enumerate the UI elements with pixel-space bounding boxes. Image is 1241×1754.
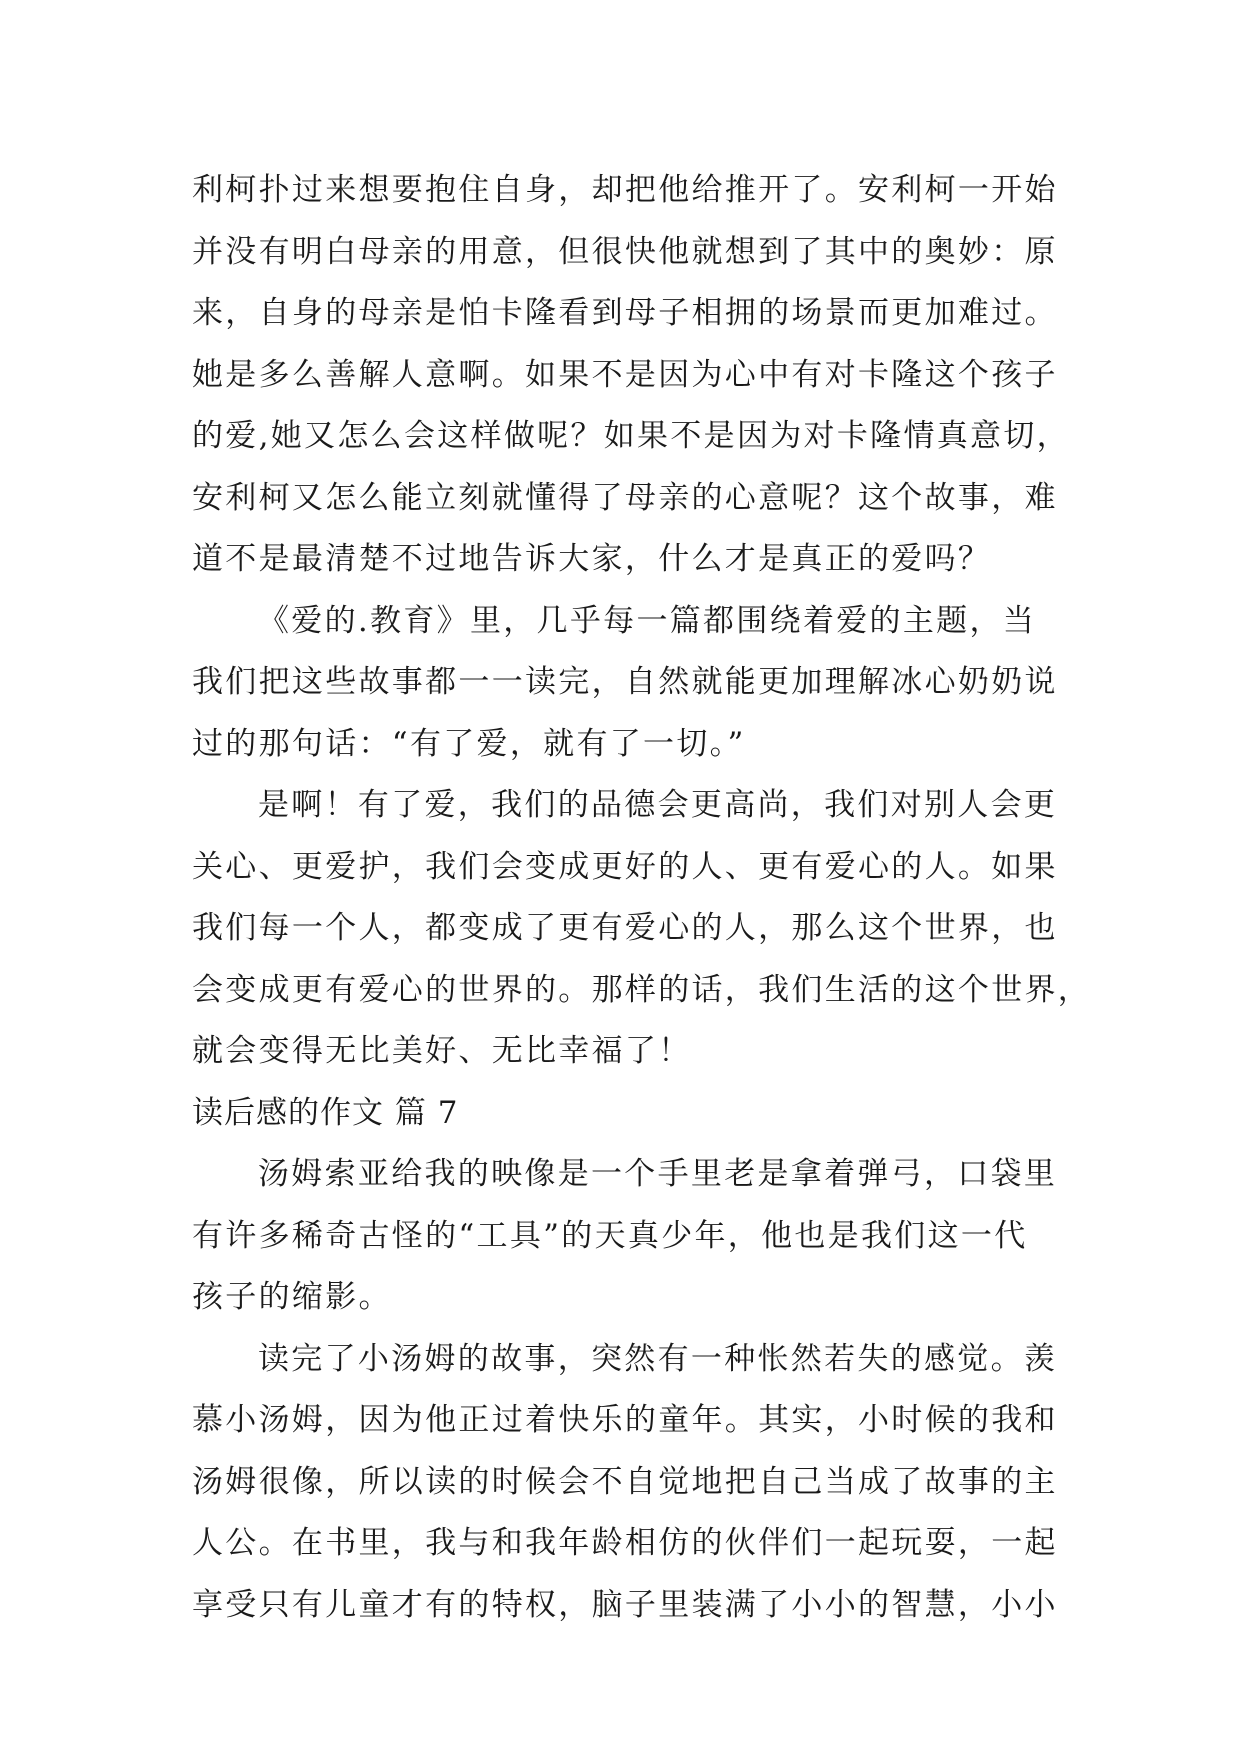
text-line: 我们每一个人，都变成了更有爱心的人，那么这个世界，也 xyxy=(192,910,1058,946)
text-line: 汤姆很像，所以读的时候会不自觉地把自己当成了故事的主 xyxy=(192,1463,1058,1500)
paragraph-first-line: 汤姆索亚给我的映像是一个手里老是拿着弹弓，口袋里 xyxy=(258,1156,1058,1192)
text-line: 有许多稀奇古怪的“工具”的天真少年，他也是我们这一代 xyxy=(192,1217,1028,1254)
paragraph-first-line: 《爱的.教育》里，几乎每一篇都围绕着爱的主题，当 xyxy=(258,602,1037,639)
text-line: 我们把这些故事都一一读完，自然就能更加理解冰心奶奶说 xyxy=(192,664,1058,700)
text-line: 的爱,她又怎么会这样做呢？如果不是因为对卡隆情真意切， xyxy=(192,418,1070,454)
paragraph-first-line: 读完了小汤姆的故事，突然有一种怅然若失的感觉。羡 xyxy=(258,1340,1058,1377)
text-line: 安利柯又怎么能立刻就懂得了母亲的心意呢？这个故事，难 xyxy=(192,479,1058,516)
text-line: 享受只有儿童才有的特权，脑子里装满了小小的智慧，小小 xyxy=(192,1586,1058,1623)
paragraph-first-line: 是啊！有了爱，我们的品德会更高尚，我们对别人会更 xyxy=(258,787,1058,823)
text-line: 她是多么善解人意啊。如果不是因为心中有对卡隆这个孩子 xyxy=(192,356,1058,393)
text-line: 道不是最清楚不过地告诉大家，什么才是真正的爱吗？ xyxy=(192,541,992,577)
text-line: 关心、更爱护，我们会变成更好的人、更有爱心的人。如果 xyxy=(192,848,1058,885)
text-line: 过的那句话：“有了爱，就有了一切。” xyxy=(192,725,746,762)
document-body xyxy=(192,160,1092,1636)
text-line: 会变成更有爱心的世界的。那样的话，我们生活的这个世界， xyxy=(192,971,1092,1008)
text-line: 利柯扑过来想要抱住自身，却把他给推开了。安利柯一开始 xyxy=(192,172,1058,208)
text-line: 并没有明白母亲的用意，但很快他就想到了其中的奥妙：原 xyxy=(192,233,1058,270)
text-line: 人公。在书里，我与和我年龄相仿的伙伴们一起玩耍，一起 xyxy=(192,1525,1058,1561)
section-heading: 读后感的作文 篇 7 xyxy=(192,1094,459,1131)
text-line: 就会变得无比美好、无比幸福了！ xyxy=(192,1033,692,1069)
text-line: 来，自身的母亲是怕卡隆看到母子相拥的场景而更加难过。 xyxy=(192,295,1058,331)
text-line: 慕小汤姆，因为他正过着快乐的童年。其实，小时候的我和 xyxy=(192,1402,1058,1438)
text-line: 孩子的缩影。 xyxy=(192,1279,392,1315)
